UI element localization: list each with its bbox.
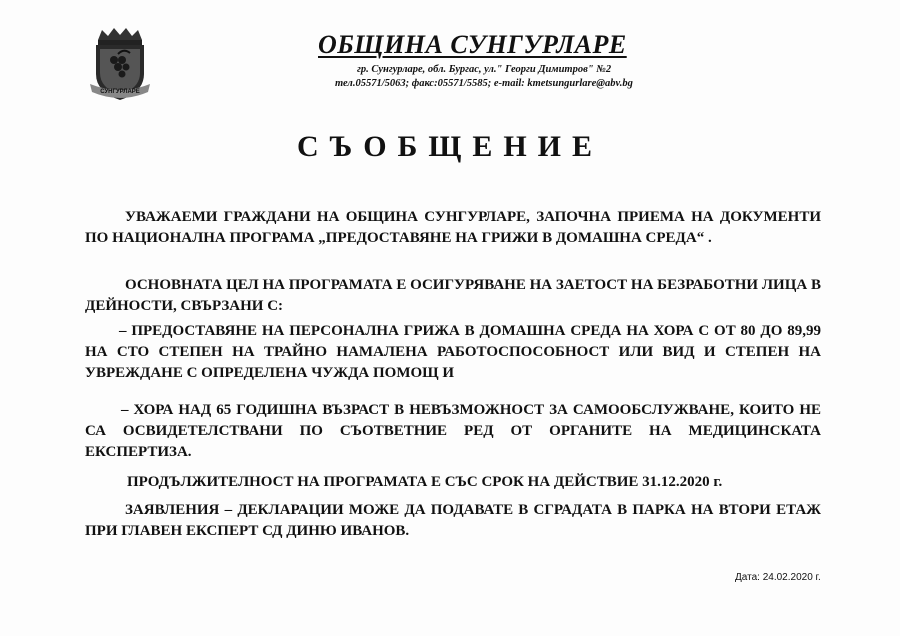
organization-address: гр. Сунгурларе, обл. Бургас, ул." Георги Димитров" №2 [357, 64, 612, 75]
paragraph-activity-elderly: – ХОРА НАД 65 ГОДИШНА ВЪЗРАСТ В НЕВЪЗМОЖНОСТ ЗА САМООБСЛУЖВАНЕ, КОИТО НЕ СА ОСВИДЕТЕЛСТВАНИ ПО СЪОТВЕТНИЕ РЕД ОТ ОРГАНИТЕ НА МЕДИЦИНСКАТА ЕКСПЕРТИЗА. [85, 402, 821, 460]
paragraph-activity-personal-care: – ПРЕДОСТАВЯНЕ НА ПЕРСОНАЛНА ГРИЖА В ДОМАШНА СРЕДА НА ХОРА С ОТ 80 ДО 89,99 НА СТО СТЕПЕН НА ТРАЙНО НАМАЛЕНА РАБОТОСПОСОБНОСТ ИЛИ ВИД И СТЕПЕН НА УВРЕЖДАНЕ С ОПРЕДЕЛЕНА ЧУЖДА ПОМОЩ И [85, 323, 821, 381]
document-date: Дата: 24.02.2020 г. [735, 572, 821, 583]
paragraph-duration: ПРОДЪЛЖИТЕЛНОСТ НА ПРОГРАМАТА Е СЪС СРОК НА ДЕЙСТВИЕ 31.12.2020 г. [127, 474, 723, 490]
organization-name: ОБЩИНА СУНГУРЛАРЕ [318, 30, 627, 59]
document-title: СЪОБЩЕНИЕ [296, 130, 604, 163]
paragraph-applications: ЗАЯВЛЕНИЯ – ДЕКЛАРАЦИИ МОЖЕ ДА ПОДАВАТЕ В СГРАДАТА В ПАРКА НА ВТОРИ ЕТАЖ ПРИ ГЛАВЕН ЕКСПЕРТ СД ДИНЮ ИВАНОВ. [85, 502, 821, 539]
paragraph-intro: УВАЖАЕМИ ГРАЖДАНИ НА ОБЩИНА СУНГУРЛАРЕ, ЗАПОЧНА ПРИЕМА НА ДОКУМЕНТИ ПО НАЦИОНАЛНА ПРОГРАМА „ПРЕДОСТАВЯНЕ НА ГРИЖИ В ДОМАШНА СРЕДА“ . [85, 209, 821, 246]
logo-ribbon-text: СУНГУРЛАРЕ [100, 89, 140, 95]
paragraph-goal: ОСНОВНАТА ЦЕЛ НА ПРОГРАМАТА Е ОСИГУРЯВАНЕ НА ЗАЕТОСТ НА БЕЗРАБОТНИ ЛИЦА В ДЕЙНОСТИ, СВЪРЗАНИ С: [85, 277, 821, 314]
organization-contacts: тел.05571/5063; факс:05571/5585; e-mail: kmetsungurlare@abv.bg [335, 78, 633, 89]
municipality-coat-of-arms-logo [88, 26, 152, 102]
